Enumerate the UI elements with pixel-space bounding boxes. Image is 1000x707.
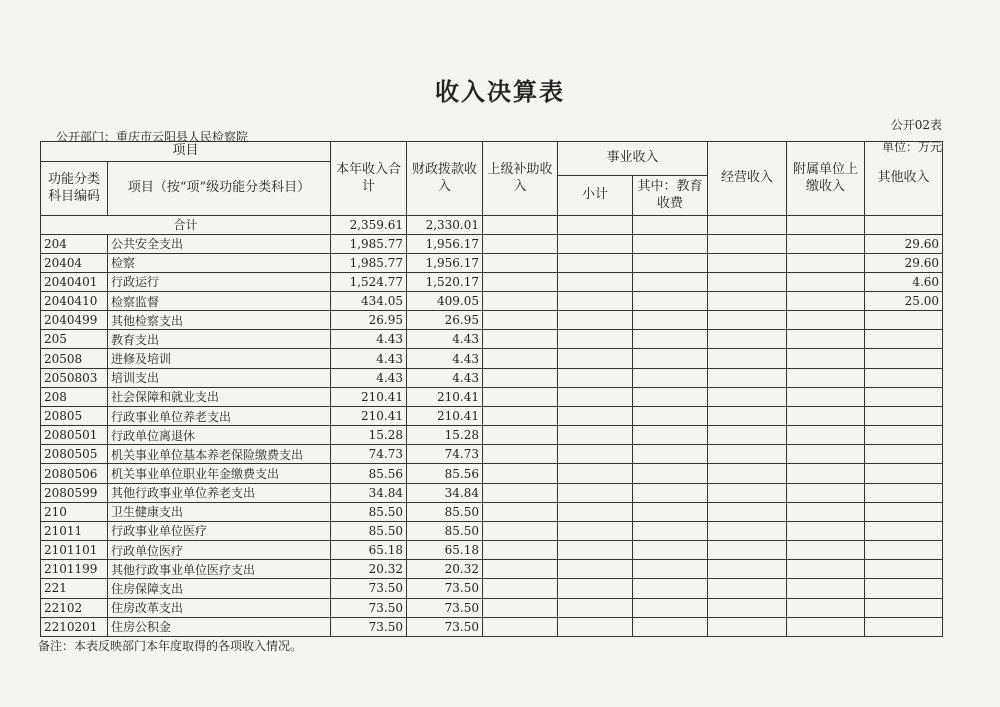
row-business-subtotal [558, 387, 633, 406]
row-operating [708, 349, 787, 368]
row-education-fee [633, 330, 708, 349]
row-operating [708, 368, 787, 387]
row-fiscal: 15.28 [407, 426, 483, 445]
row-superior-subsidy [483, 464, 558, 483]
header-total-income: 本年收入合计 [331, 142, 407, 216]
row-operating [708, 502, 787, 521]
row-superior-subsidy [483, 483, 558, 502]
row-name: 检察 [108, 253, 331, 272]
row-business-subtotal [558, 349, 633, 368]
row-code: 21011 [41, 521, 108, 540]
row-fiscal: 409.05 [407, 292, 483, 311]
row-other-income [865, 579, 943, 598]
row-education-fee [633, 311, 708, 330]
table-row [41, 483, 943, 502]
row-total-income: 74.73 [331, 445, 407, 464]
table-row [41, 330, 943, 349]
unit-label: 单位：万元 [881, 140, 942, 154]
header-subtotal: 小计 [558, 176, 633, 216]
row-operating [708, 272, 787, 291]
row-affiliated [787, 464, 865, 483]
table-row [41, 272, 943, 291]
row-affiliated [787, 349, 865, 368]
row-total-income: 4.43 [331, 368, 407, 387]
table-row [41, 349, 943, 368]
row-affiliated [787, 560, 865, 579]
row-business-subtotal [558, 502, 633, 521]
row-affiliated [787, 541, 865, 560]
row-fiscal: 34.84 [407, 483, 483, 502]
table-row [41, 579, 943, 598]
row-education-fee [633, 406, 708, 425]
table-row [41, 617, 943, 636]
row-fiscal: 4.43 [407, 349, 483, 368]
row-fiscal: 85.56 [407, 464, 483, 483]
department-label: 公开部门：重庆市云阳县人民检察院 [56, 130, 249, 144]
row-name: 教育支出 [108, 330, 331, 349]
row-other-income [865, 311, 943, 330]
table-row [41, 541, 943, 560]
row-name: 行政事业单位养老支出 [108, 406, 331, 425]
header-superior-subsidy: 上级补助收入 [483, 142, 558, 216]
row-fiscal: 73.50 [407, 598, 483, 617]
row-operating [708, 387, 787, 406]
row-name: 其他行政事业单位养老支出 [108, 483, 331, 502]
row-business-subtotal [558, 483, 633, 502]
table-row [41, 521, 943, 540]
row-education-fee [633, 464, 708, 483]
row-total-income: 1,985.77 [331, 253, 407, 272]
row-superior-subsidy [483, 541, 558, 560]
row-total-income: 210.41 [331, 406, 407, 425]
row-code: 2080505 [41, 445, 108, 464]
row-education-fee [633, 292, 708, 311]
row-fiscal: 4.43 [407, 330, 483, 349]
row-education-fee [633, 560, 708, 579]
row-education-fee [633, 541, 708, 560]
row-total-income: 20.32 [331, 560, 407, 579]
row-business-subtotal [558, 330, 633, 349]
row-business-subtotal [558, 292, 633, 311]
row-other-income: 29.60 [865, 234, 943, 253]
header-education-fee: 其中：教育收费 [633, 176, 708, 216]
header-business-income: 事业收入 [558, 142, 708, 176]
row-business-subtotal [558, 521, 633, 540]
row-other-income [865, 387, 943, 406]
row-affiliated [787, 272, 865, 291]
row-operating [708, 464, 787, 483]
row-other-income [865, 349, 943, 368]
table-row [41, 502, 943, 521]
row-code: 2080506 [41, 464, 108, 483]
row-name: 社会保障和就业支出 [108, 387, 331, 406]
row-superior-subsidy [483, 253, 558, 272]
row-code: 22102 [41, 598, 108, 617]
row-education-fee [633, 272, 708, 291]
row-superior-subsidy [483, 387, 558, 406]
total-row [41, 216, 943, 235]
row-operating [708, 560, 787, 579]
row-code: 205 [41, 330, 108, 349]
row-other-income [865, 426, 943, 445]
row-affiliated [787, 292, 865, 311]
row-code: 2101101 [41, 541, 108, 560]
row-code: 20404 [41, 253, 108, 272]
table-row [41, 253, 943, 272]
row-operating [708, 598, 787, 617]
row-education-fee [633, 253, 708, 272]
row-fiscal: 65.18 [407, 541, 483, 560]
header-name: 项目（按“项”级功能分类科目） [108, 162, 331, 216]
row-operating [708, 426, 787, 445]
table-row [41, 368, 943, 387]
header-affiliated: 附属单位上缴收入 [787, 142, 865, 216]
row-fiscal: 74.73 [407, 445, 483, 464]
row-operating [708, 445, 787, 464]
footnote: 备注：本表反映部门本年度取得的各项收入情况。 [38, 639, 303, 653]
row-business-subtotal [558, 464, 633, 483]
row-code: 20805 [41, 406, 108, 425]
row-name: 机关事业单位职业年金缴费支出 [108, 464, 331, 483]
row-total-income: 65.18 [331, 541, 407, 560]
row-education-fee [633, 483, 708, 502]
row-superior-subsidy [483, 426, 558, 445]
row-name: 住房公积金 [108, 617, 331, 636]
row-code: 2080599 [41, 483, 108, 502]
row-affiliated [787, 579, 865, 598]
row-code: 208 [41, 387, 108, 406]
row-superior-subsidy [483, 617, 558, 636]
row-business-subtotal [558, 541, 633, 560]
row-fiscal: 85.50 [407, 521, 483, 540]
header-other: 其他收入 [865, 142, 943, 216]
row-business-subtotal [558, 579, 633, 598]
row-total-income: 85.56 [331, 464, 407, 483]
table-row [41, 464, 943, 483]
row-affiliated [787, 368, 865, 387]
row-fiscal: 20.32 [407, 560, 483, 579]
table-row [41, 387, 943, 406]
row-business-subtotal [558, 426, 633, 445]
row-superior-subsidy [483, 598, 558, 617]
row-superior-subsidy [483, 445, 558, 464]
row-education-fee [633, 502, 708, 521]
total-fiscal-value: 2,330.01 [407, 216, 483, 235]
row-superior-subsidy [483, 349, 558, 368]
form-number: 公开02表 [890, 118, 942, 132]
row-education-fee [633, 349, 708, 368]
row-other-income [865, 502, 943, 521]
header-project: 项目 [41, 142, 331, 162]
table-row [41, 406, 943, 425]
row-other-income: 25.00 [865, 292, 943, 311]
row-other-income [865, 541, 943, 560]
row-fiscal: 210.41 [407, 387, 483, 406]
row-affiliated [787, 253, 865, 272]
row-business-subtotal [558, 445, 633, 464]
row-name: 进修及培训 [108, 349, 331, 368]
row-code: 2210201 [41, 617, 108, 636]
total-income-value: 2,359.61 [331, 216, 407, 235]
row-superior-subsidy [483, 368, 558, 387]
row-code: 2050803 [41, 368, 108, 387]
row-other-income [865, 368, 943, 387]
row-name: 公共安全支出 [108, 234, 331, 253]
row-total-income: 26.95 [331, 311, 407, 330]
row-fiscal: 85.50 [407, 502, 483, 521]
row-code: 210 [41, 502, 108, 521]
row-total-income: 73.50 [331, 617, 407, 636]
row-name: 其他行政事业单位医疗支出 [108, 560, 331, 579]
row-operating [708, 406, 787, 425]
table-body [41, 216, 943, 637]
row-education-fee [633, 368, 708, 387]
row-other-income [865, 406, 943, 425]
row-other-income [865, 483, 943, 502]
row-name: 检察监督 [108, 292, 331, 311]
header-code: 功能分类科目编码 [41, 162, 108, 216]
row-total-income: 85.50 [331, 521, 407, 540]
row-name: 行政单位医疗 [108, 541, 331, 560]
row-total-income: 434.05 [331, 292, 407, 311]
row-other-income [865, 521, 943, 540]
row-other-income [865, 617, 943, 636]
row-business-subtotal [558, 234, 633, 253]
row-superior-subsidy [483, 234, 558, 253]
row-operating [708, 330, 787, 349]
row-other-income [865, 330, 943, 349]
row-affiliated [787, 445, 865, 464]
row-fiscal: 26.95 [407, 311, 483, 330]
table-row [41, 292, 943, 311]
row-fiscal: 210.41 [407, 406, 483, 425]
row-operating [708, 521, 787, 540]
table-row [41, 311, 943, 330]
row-education-fee [633, 445, 708, 464]
row-education-fee [633, 426, 708, 445]
row-code: 204 [41, 234, 108, 253]
row-total-income: 73.50 [331, 598, 407, 617]
row-total-income: 1,985.77 [331, 234, 407, 253]
row-education-fee [633, 521, 708, 540]
row-code: 2101199 [41, 560, 108, 579]
row-fiscal: 1,956.17 [407, 234, 483, 253]
row-affiliated [787, 521, 865, 540]
row-other-income [865, 464, 943, 483]
row-affiliated [787, 330, 865, 349]
row-name: 其他检察支出 [108, 311, 331, 330]
row-name: 卫生健康支出 [108, 502, 331, 521]
row-name: 行政单位离退休 [108, 426, 331, 445]
row-name: 住房改革支出 [108, 598, 331, 617]
row-other-income: 29.60 [865, 253, 943, 272]
row-superior-subsidy [483, 406, 558, 425]
row-superior-subsidy [483, 579, 558, 598]
row-total-income: 85.50 [331, 502, 407, 521]
row-affiliated [787, 426, 865, 445]
row-name: 培训支出 [108, 368, 331, 387]
row-name: 机关事业单位基本养老保险缴费支出 [108, 445, 331, 464]
row-education-fee [633, 387, 708, 406]
row-affiliated [787, 502, 865, 521]
row-total-income: 73.50 [331, 579, 407, 598]
row-superior-subsidy [483, 560, 558, 579]
table-row [41, 426, 943, 445]
row-code: 2040499 [41, 311, 108, 330]
row-operating [708, 541, 787, 560]
row-other-income [865, 598, 943, 617]
row-affiliated [787, 311, 865, 330]
row-operating [708, 617, 787, 636]
row-other-income: 4.60 [865, 272, 943, 291]
row-code: 2080501 [41, 426, 108, 445]
row-superior-subsidy [483, 502, 558, 521]
row-operating [708, 311, 787, 330]
page-title: 收入决算表 [435, 77, 565, 106]
row-business-subtotal [558, 617, 633, 636]
row-operating [708, 483, 787, 502]
row-name: 行政运行 [108, 272, 331, 291]
row-code: 20508 [41, 349, 108, 368]
row-fiscal: 1,520.17 [407, 272, 483, 291]
row-superior-subsidy [483, 330, 558, 349]
table-row [41, 560, 943, 579]
header-fiscal: 财政拨款收入 [407, 142, 483, 216]
row-name: 住房保障支出 [108, 579, 331, 598]
row-operating [708, 253, 787, 272]
row-total-income: 4.43 [331, 349, 407, 368]
row-business-subtotal [558, 598, 633, 617]
row-total-income: 1,524.77 [331, 272, 407, 291]
row-fiscal: 1,956.17 [407, 253, 483, 272]
row-total-income: 210.41 [331, 387, 407, 406]
row-code: 221 [41, 579, 108, 598]
row-other-income [865, 445, 943, 464]
header-operating: 经营收入 [708, 142, 787, 216]
row-operating [708, 292, 787, 311]
row-total-income: 34.84 [331, 483, 407, 502]
row-code: 2040410 [41, 292, 108, 311]
row-superior-subsidy [483, 311, 558, 330]
row-fiscal: 73.50 [407, 617, 483, 636]
row-fiscal: 73.50 [407, 579, 483, 598]
row-superior-subsidy [483, 272, 558, 291]
table-row [41, 598, 943, 617]
row-affiliated [787, 483, 865, 502]
row-affiliated [787, 598, 865, 617]
row-education-fee [633, 234, 708, 253]
row-education-fee [633, 617, 708, 636]
table-row [41, 234, 943, 253]
row-business-subtotal [558, 368, 633, 387]
row-business-subtotal [558, 272, 633, 291]
row-superior-subsidy [483, 292, 558, 311]
total-label: 合计 [41, 216, 331, 235]
row-total-income: 4.43 [331, 330, 407, 349]
row-name: 行政事业单位医疗 [108, 521, 331, 540]
table-row [41, 445, 943, 464]
row-affiliated [787, 234, 865, 253]
row-affiliated [787, 406, 865, 425]
row-business-subtotal [558, 560, 633, 579]
row-business-subtotal [558, 253, 633, 272]
income-table [40, 141, 943, 637]
row-code: 2040401 [41, 272, 108, 291]
row-operating [708, 579, 787, 598]
row-business-subtotal [558, 311, 633, 330]
row-business-subtotal [558, 406, 633, 425]
row-affiliated [787, 617, 865, 636]
row-fiscal: 4.43 [407, 368, 483, 387]
row-education-fee [633, 598, 708, 617]
row-operating [708, 234, 787, 253]
row-affiliated [787, 387, 865, 406]
row-total-income: 15.28 [331, 426, 407, 445]
row-education-fee [633, 579, 708, 598]
row-superior-subsidy [483, 521, 558, 540]
row-other-income [865, 560, 943, 579]
